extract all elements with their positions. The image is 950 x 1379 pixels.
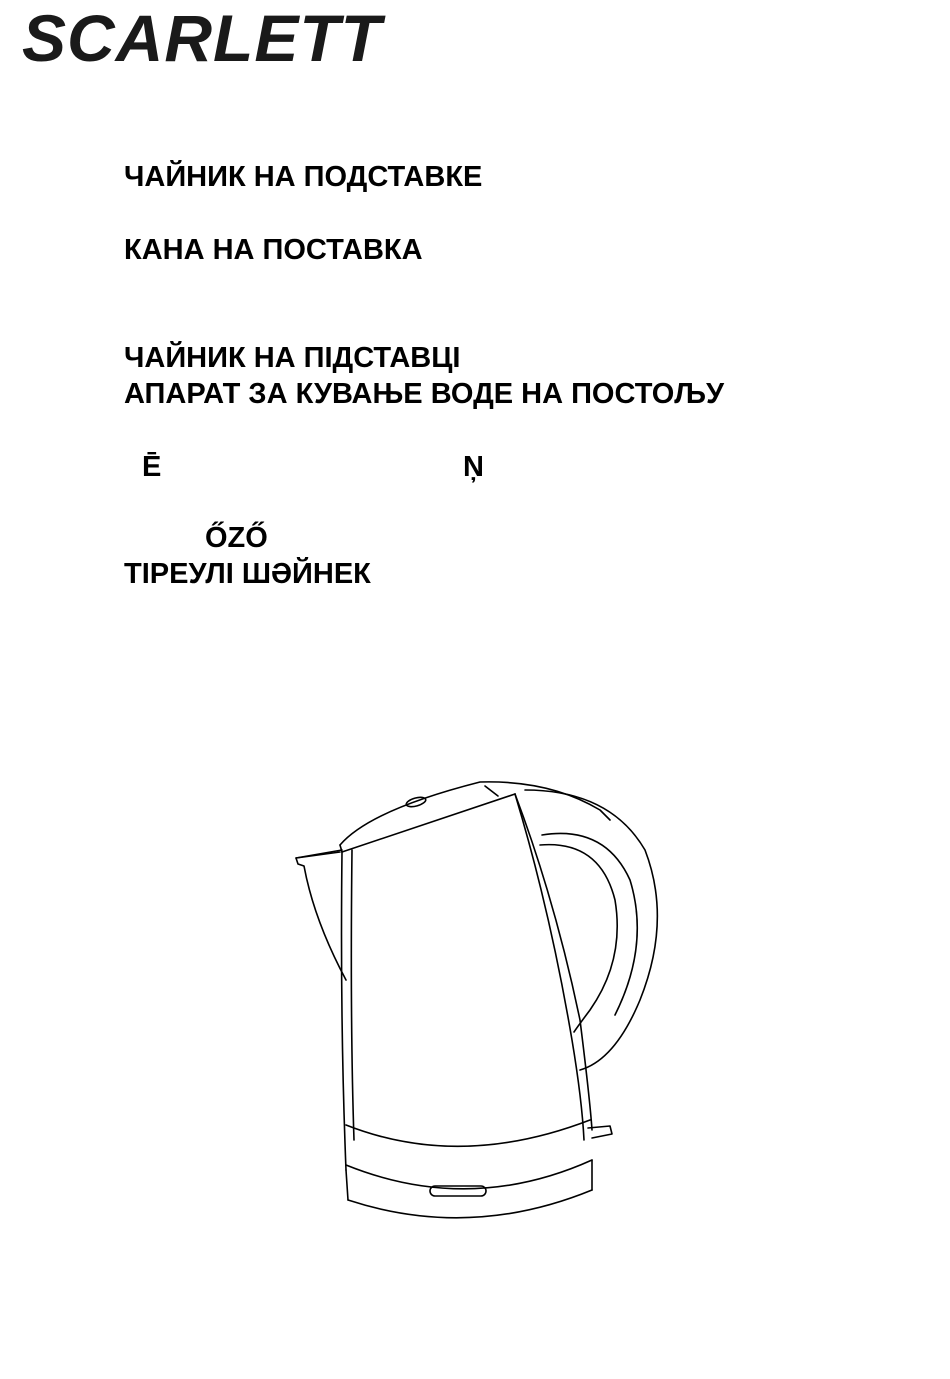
brand-logo: SCARLETT (22, 1, 382, 75)
title-garbled-a: Ē (142, 451, 162, 483)
title-garbled-b: Ņ (463, 451, 484, 483)
title-garbled-c: ŐZŐ (205, 522, 268, 554)
title-kazakh: ТІРЕУЛІ ШӘЙНЕК (124, 558, 371, 590)
title-ukrainian: ЧАЙНИК НА ПІДСТАВЦІ (124, 342, 461, 374)
title-serbian: АПАРАТ ЗА КУВАЊЕ ВОДЕ НА ПОСТОЉУ (124, 378, 725, 410)
title-macedonian: КАНА НА ПОСТАВКА (124, 234, 423, 266)
kettle-icon (280, 770, 670, 1250)
title-russian: ЧАЙНИК НА ПОДСТАВКЕ (124, 161, 483, 193)
